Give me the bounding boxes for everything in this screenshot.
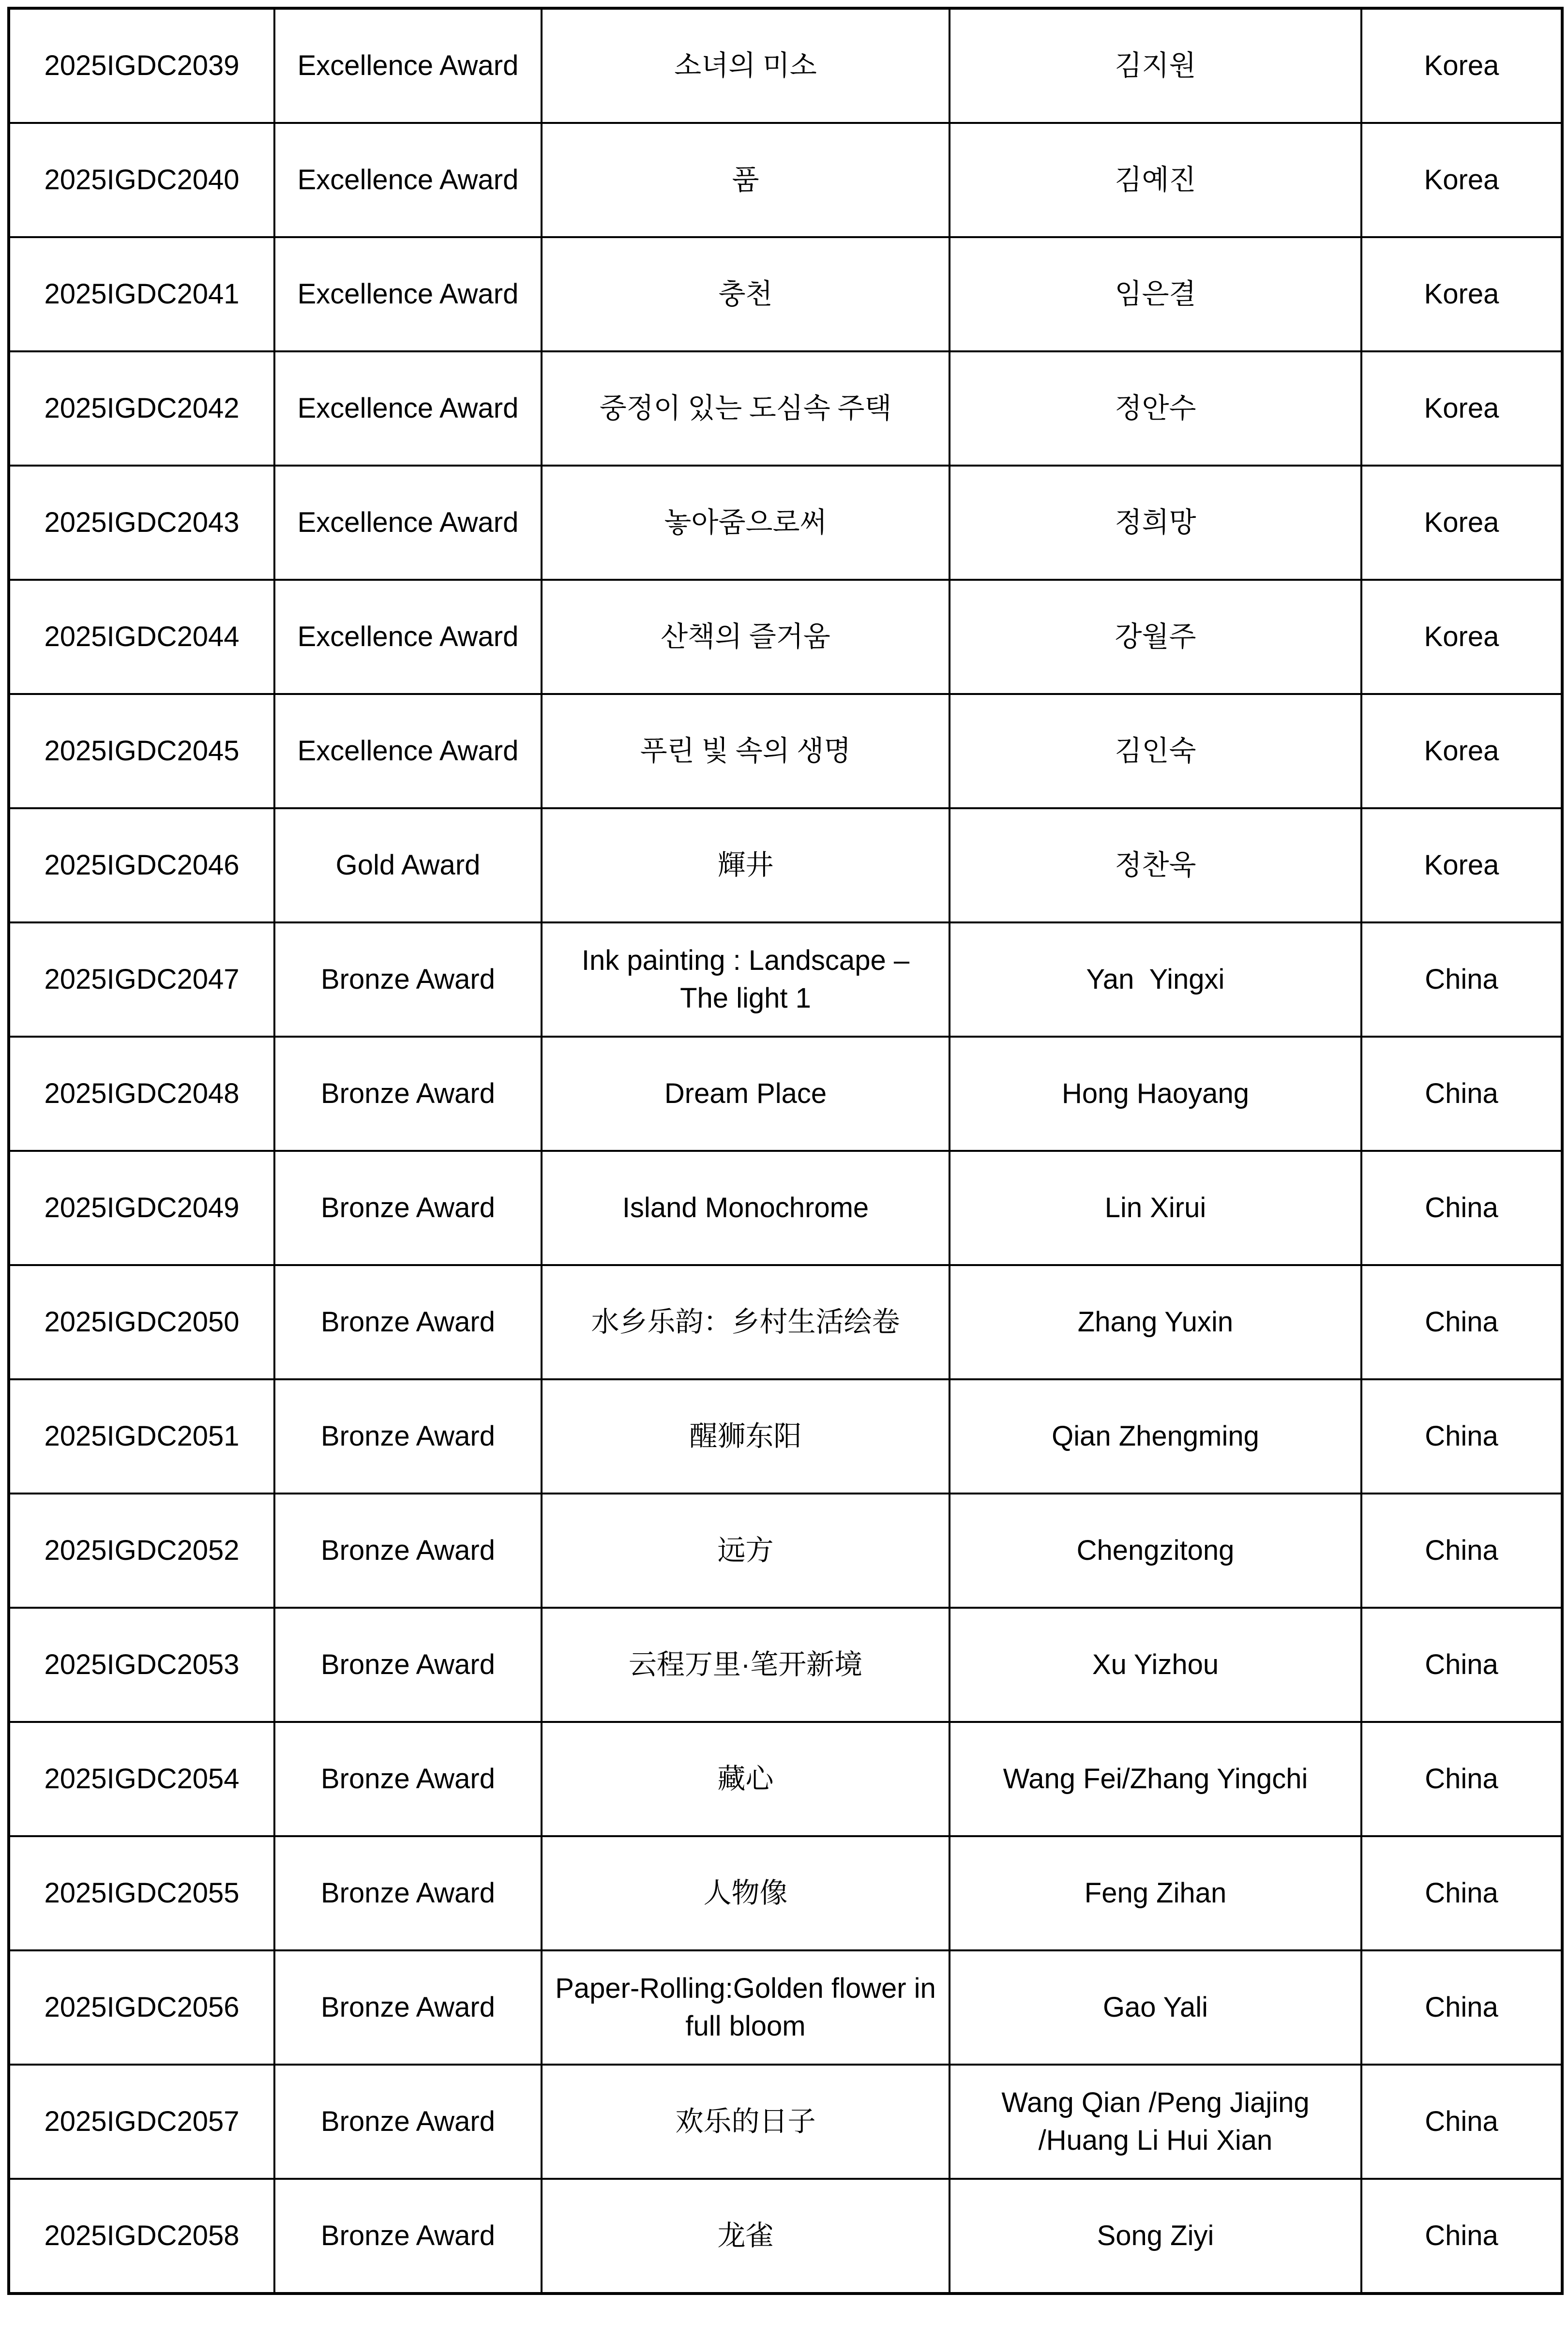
entry-id-cell: 2025IGDC2040 — [9, 123, 274, 237]
table-row — [9, 1836, 1562, 1950]
country-cell: China — [1361, 1950, 1562, 2065]
work-title-cell: 충천 — [542, 237, 950, 351]
award-name-cell: Bronze Award — [274, 1608, 542, 1722]
author-name-cell: Hong Haoyang — [950, 1037, 1361, 1151]
table-row — [9, 123, 1562, 237]
table-row — [9, 351, 1562, 466]
award-name-cell: Bronze Award — [274, 2065, 542, 2179]
table-row — [9, 8, 1562, 123]
author-name-cell: 김인숙 — [950, 694, 1361, 808]
table-row — [9, 922, 1562, 1037]
award-name-cell: Bronze Award — [274, 922, 542, 1037]
table-row — [9, 1950, 1562, 2065]
table-row — [9, 1151, 1562, 1265]
award-name-cell: Bronze Award — [274, 1379, 542, 1494]
award-name-cell: Bronze Award — [274, 2179, 542, 2294]
author-name-cell: 김예진 — [950, 123, 1361, 237]
country-cell: Korea — [1361, 808, 1562, 922]
entry-id-cell: 2025IGDC2043 — [9, 466, 274, 580]
country-cell: China — [1361, 1836, 1562, 1950]
work-title-cell: 欢乐的日子 — [542, 2065, 950, 2179]
author-name-cell: Zhang Yuxin — [950, 1265, 1361, 1379]
author-name-cell: 정찬욱 — [950, 808, 1361, 922]
entry-id-cell: 2025IGDC2056 — [9, 1950, 274, 2065]
author-name-cell: 김지원 — [950, 8, 1361, 123]
award-name-cell: Excellence Award — [274, 8, 542, 123]
table-row — [9, 466, 1562, 580]
author-name-cell: Lin Xirui — [950, 1151, 1361, 1265]
entry-id-cell: 2025IGDC2042 — [9, 351, 274, 466]
work-title-cell: 산책의 즐거움 — [542, 580, 950, 694]
entry-id-cell: 2025IGDC2055 — [9, 1836, 274, 1950]
author-name-cell: 정안수 — [950, 351, 1361, 466]
country-cell: China — [1361, 1722, 1562, 1836]
work-title-cell: 水乡乐韵：乡村生活绘卷 — [542, 1265, 950, 1379]
award-name-cell: Gold Award — [274, 808, 542, 922]
work-title-cell: 놓아줌으로써 — [542, 466, 950, 580]
work-title-cell: 藏心 — [542, 1722, 950, 1836]
award-name-cell: Bronze Award — [274, 1836, 542, 1950]
country-cell: Korea — [1361, 123, 1562, 237]
award-name-cell: Bronze Award — [274, 1722, 542, 1836]
author-name-cell: 정희망 — [950, 466, 1361, 580]
author-name-cell: 임은결 — [950, 237, 1361, 351]
table-row — [9, 2179, 1562, 2294]
country-cell: Korea — [1361, 351, 1562, 466]
country-cell: Korea — [1361, 466, 1562, 580]
work-title-cell: 人物像 — [542, 1836, 950, 1950]
table-row — [9, 694, 1562, 808]
table-row — [9, 1265, 1562, 1379]
award-name-cell: Excellence Award — [274, 351, 542, 466]
work-title-cell: Island Monochrome — [542, 1151, 950, 1265]
award-name-cell: Excellence Award — [274, 123, 542, 237]
work-title-cell: 소녀의 미소 — [542, 8, 950, 123]
work-title-cell: 龙雀 — [542, 2179, 950, 2294]
author-name-cell: Feng Zihan — [950, 1836, 1361, 1950]
entry-id-cell: 2025IGDC2050 — [9, 1265, 274, 1379]
award-name-cell: Bronze Award — [274, 1265, 542, 1379]
entry-id-cell: 2025IGDC2049 — [9, 1151, 274, 1265]
entry-id-cell: 2025IGDC2041 — [9, 237, 274, 351]
country-cell: China — [1361, 1608, 1562, 1722]
work-title-cell: Dream Place — [542, 1037, 950, 1151]
country-cell: Korea — [1361, 237, 1562, 351]
entry-id-cell: 2025IGDC2046 — [9, 808, 274, 922]
author-name-cell: Xu Yizhou — [950, 1608, 1361, 1722]
table-row — [9, 808, 1562, 922]
author-name-cell: Yan Yingxi — [950, 922, 1361, 1037]
author-name-cell: Qian Zhengming — [950, 1379, 1361, 1494]
work-title-cell: 輝井 — [542, 808, 950, 922]
work-title-cell: 醒狮东阳 — [542, 1379, 950, 1494]
work-title-cell: 푸린 빛 속의 생명 — [542, 694, 950, 808]
work-title-cell: 远方 — [542, 1494, 950, 1608]
table-row — [9, 237, 1562, 351]
work-title-cell: Ink painting : Landscape – The light 1 — [542, 922, 950, 1037]
entry-id-cell: 2025IGDC2047 — [9, 922, 274, 1037]
country-cell: Korea — [1361, 694, 1562, 808]
entry-id-cell: 2025IGDC2048 — [9, 1037, 274, 1151]
entry-id-cell: 2025IGDC2051 — [9, 1379, 274, 1494]
entry-id-cell: 2025IGDC2054 — [9, 1722, 274, 1836]
country-cell: China — [1361, 1151, 1562, 1265]
country-cell: China — [1361, 922, 1562, 1037]
author-name-cell: Song Ziyi — [950, 2179, 1361, 2294]
author-name-cell: Wang Qian /Peng Jiajing /Huang Li Hui Xian — [950, 2065, 1361, 2179]
table-row — [9, 1722, 1562, 1836]
country-cell: Korea — [1361, 8, 1562, 123]
award-name-cell: Excellence Award — [274, 237, 542, 351]
author-name-cell: 강월주 — [950, 580, 1361, 694]
award-table — [7, 7, 1564, 2295]
table-row — [9, 1608, 1562, 1722]
work-title-cell: 云程万里·笔开新境 — [542, 1608, 950, 1722]
entry-id-cell: 2025IGDC2044 — [9, 580, 274, 694]
author-name-cell: Chengzitong — [950, 1494, 1361, 1608]
author-name-cell: Wang Fei/Zhang Yingchi — [950, 1722, 1361, 1836]
country-cell: China — [1361, 1379, 1562, 1494]
work-title-cell: 품 — [542, 123, 950, 237]
country-cell: Korea — [1361, 580, 1562, 694]
country-cell: China — [1361, 1037, 1562, 1151]
table-row — [9, 1379, 1562, 1494]
table-row — [9, 1037, 1562, 1151]
country-cell: China — [1361, 2065, 1562, 2179]
country-cell: China — [1361, 1265, 1562, 1379]
award-name-cell: Bronze Award — [274, 1037, 542, 1151]
award-name-cell: Excellence Award — [274, 580, 542, 694]
table-row — [9, 580, 1562, 694]
country-cell: China — [1361, 2179, 1562, 2294]
work-title-cell: Paper-Rolling:Golden flower in full bloom — [542, 1950, 950, 2065]
entry-id-cell: 2025IGDC2052 — [9, 1494, 274, 1608]
award-name-cell: Bronze Award — [274, 1950, 542, 2065]
award-name-cell: Excellence Award — [274, 694, 542, 808]
entry-id-cell: 2025IGDC2045 — [9, 694, 274, 808]
table-row — [9, 2065, 1562, 2179]
country-cell: China — [1361, 1494, 1562, 1608]
award-name-cell: Bronze Award — [274, 1494, 542, 1608]
award-name-cell: Bronze Award — [274, 1151, 542, 1265]
entry-id-cell: 2025IGDC2053 — [9, 1608, 274, 1722]
entry-id-cell: 2025IGDC2057 — [9, 2065, 274, 2179]
entry-id-cell: 2025IGDC2058 — [9, 2179, 274, 2294]
author-name-cell: Gao Yali — [950, 1950, 1361, 2065]
entry-id-cell: 2025IGDC2039 — [9, 8, 274, 123]
table-row — [9, 1494, 1562, 1608]
award-name-cell: Excellence Award — [274, 466, 542, 580]
work-title-cell: 중정이 있는 도심속 주택 — [542, 351, 950, 466]
